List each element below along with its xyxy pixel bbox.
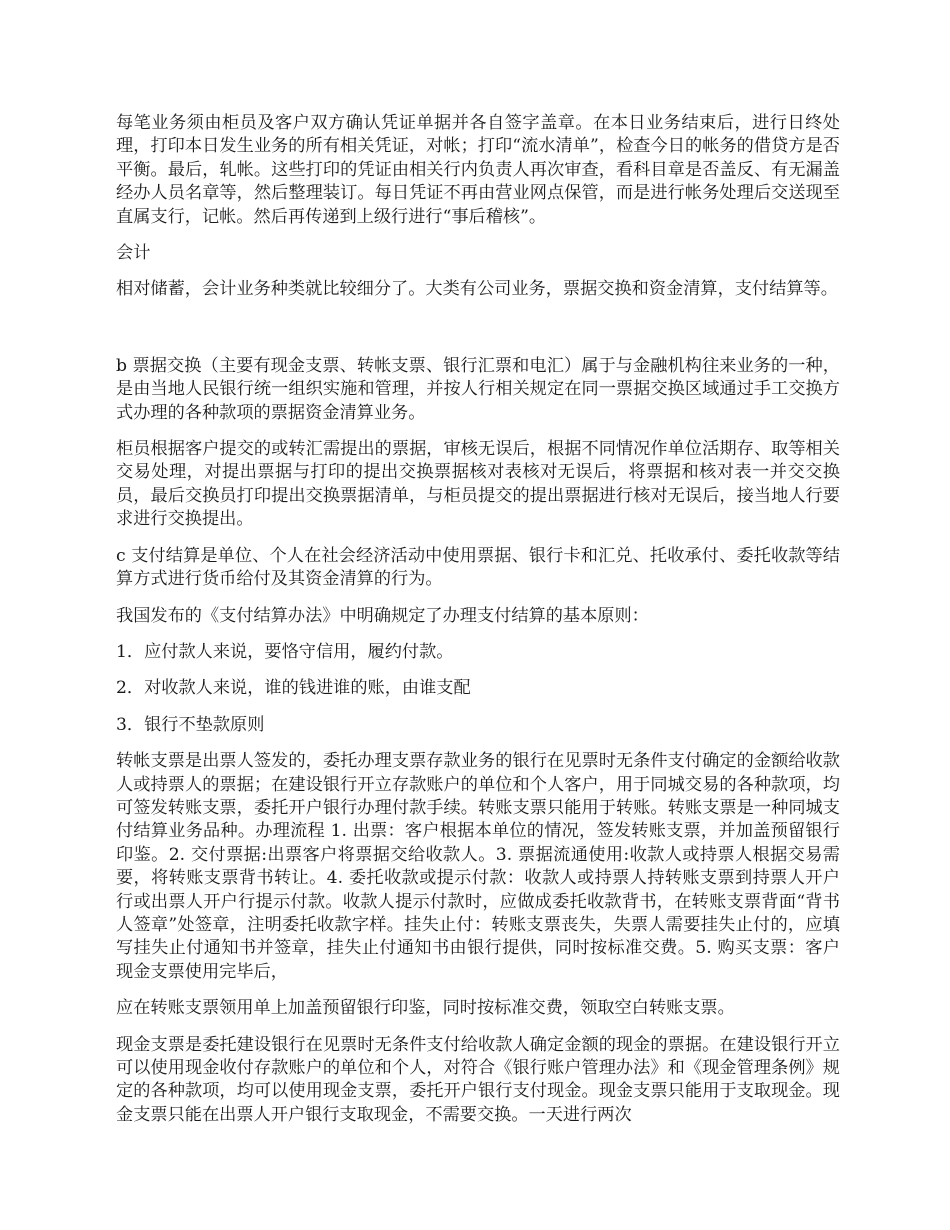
paragraph-transfer-check-purchase: 应在转账支票领用单上加盖预留银行印鉴，同时按标准交费，领取空白转账支票。 (116, 998, 735, 1019)
paragraph-accounting-overview: 相对储蓄，会计业务种类就比较细分了。大类有公司业务，票据交换和资金清算，支付结算等。 (116, 279, 838, 300)
paragraph-settlement-principles: 我国发布的《支付结算办法》中明确规定了办理支付结算的基本原则： (116, 605, 649, 626)
heading-accounting: 会计 (116, 243, 151, 264)
paragraph-transfer-check: 转帐支票是出票人签发的，委托办理支票存款业务的银行在见票时无条件支付确定的金额给收款人或持票人的票据；在建设银行开立存款账户的单位和个人客户，用于同城交易的各种款项，均可签发转账支票，委托开户银行办理付款手续。转账支票只能用于转账。转账支票是一种同城支付结算业务品种。办理流程 1. 出票：客户根据本单位的情况，签发转账支票，并加盖预留银行印鉴。2. 交付票据:出票客户将票据交给收款人。3. 票据流通使用:收款人或持票人根据交易需要，将转账支票背书转让。4. 委托收款或提示付款：收款人或持票人持转账支票到持票人开户行或出票人开户行提示付款。收款人提示付款时，应做成委托收款背书，在转账支票背面“背书人签章”处签章，注明委托收款字样。挂失止付：转账支票丧失，失票人需要挂失止付的，应填写挂失止付通知书并签章，挂失止付通知书由银行提供，同时按标准交费。5. 购买支票：客户现金支票使用完毕后， (116, 751, 840, 982)
paragraph-payment-settlement: c 支付结算是单位、个人在社会经济活动中使用票据、银行卡和汇兑、托收承付、委托收款等结算方式进行货币给付及其资金清算的行为。 (116, 545, 840, 590)
paragraph-daily-processing: 每笔业务须由柜员及客户双方确认凭证单据并各自签字盖章。在本日业务结束后，进行日终处理，打印本日发生业务的所有相关凭证，对帐；打印“流水清单”，检查今日的帐务的借贷方是否平衡。最后，轧帐。这些打印的凭证由相关行内负责人再次审查，看科目章是否盖反、有无漏盖经办人员名章等，然后整理装订。每日凭证不再由营业网点保管，而是进行帐务处理后交送现至直属支行，记帐。然后再传递到上级行进行“事后稽核”。 (116, 113, 840, 227)
blank-gap (116, 315, 840, 355)
paragraph-teller-procedure: 柜员根据客户提交的或转汇需提出的票据，审核无误后，根据不同情况作单位活期存、取等相关交易处理，对提出票据与打印的提出交换票据核对表核对无误后，将票据和核对表一并交交换员，最后交换员打印提出交换票据清单，与柜员提交的提出票据进行核对无误后，接当地人行要求进行交换提出。 (116, 439, 840, 530)
paragraph-bill-exchange: b 票据交换（主要有现金支票、转帐支票、银行汇票和电汇）属于与金融机构往来业务的一种，是由当地人民银行统一组织实施和管理，并按人行相关规定在同一票据交换区域通过手工交换方式办理的各种款项的票据资金清算业务。 (116, 355, 840, 423)
list-item-principle-3: 3．银行不垫款原则 (116, 714, 265, 735)
document-body (116, 112, 840, 1140)
list-item-principle-1: 1．应付款人来说，要恪守信用，履约付款。 (116, 641, 454, 662)
list-item-principle-2: 2．对收款人来说，谁的钱进谁的账，由谁支配 (116, 678, 471, 699)
paragraph-cash-check: 现金支票是委托建设银行在见票时无条件支付给收款人确定金额的现金的票据。在建设银行开立可以使用现金收付存款账户的单位和个人，对符合《银行账户管理办法》和《现金管理条例》规定的各种款项，均可以使用现金支票，委托开户银行支付现金。现金支票只能用于支取现金。现金支票只能在出票人开户银行支取现金，不需要交换。一天进行两次 (116, 1034, 840, 1125)
